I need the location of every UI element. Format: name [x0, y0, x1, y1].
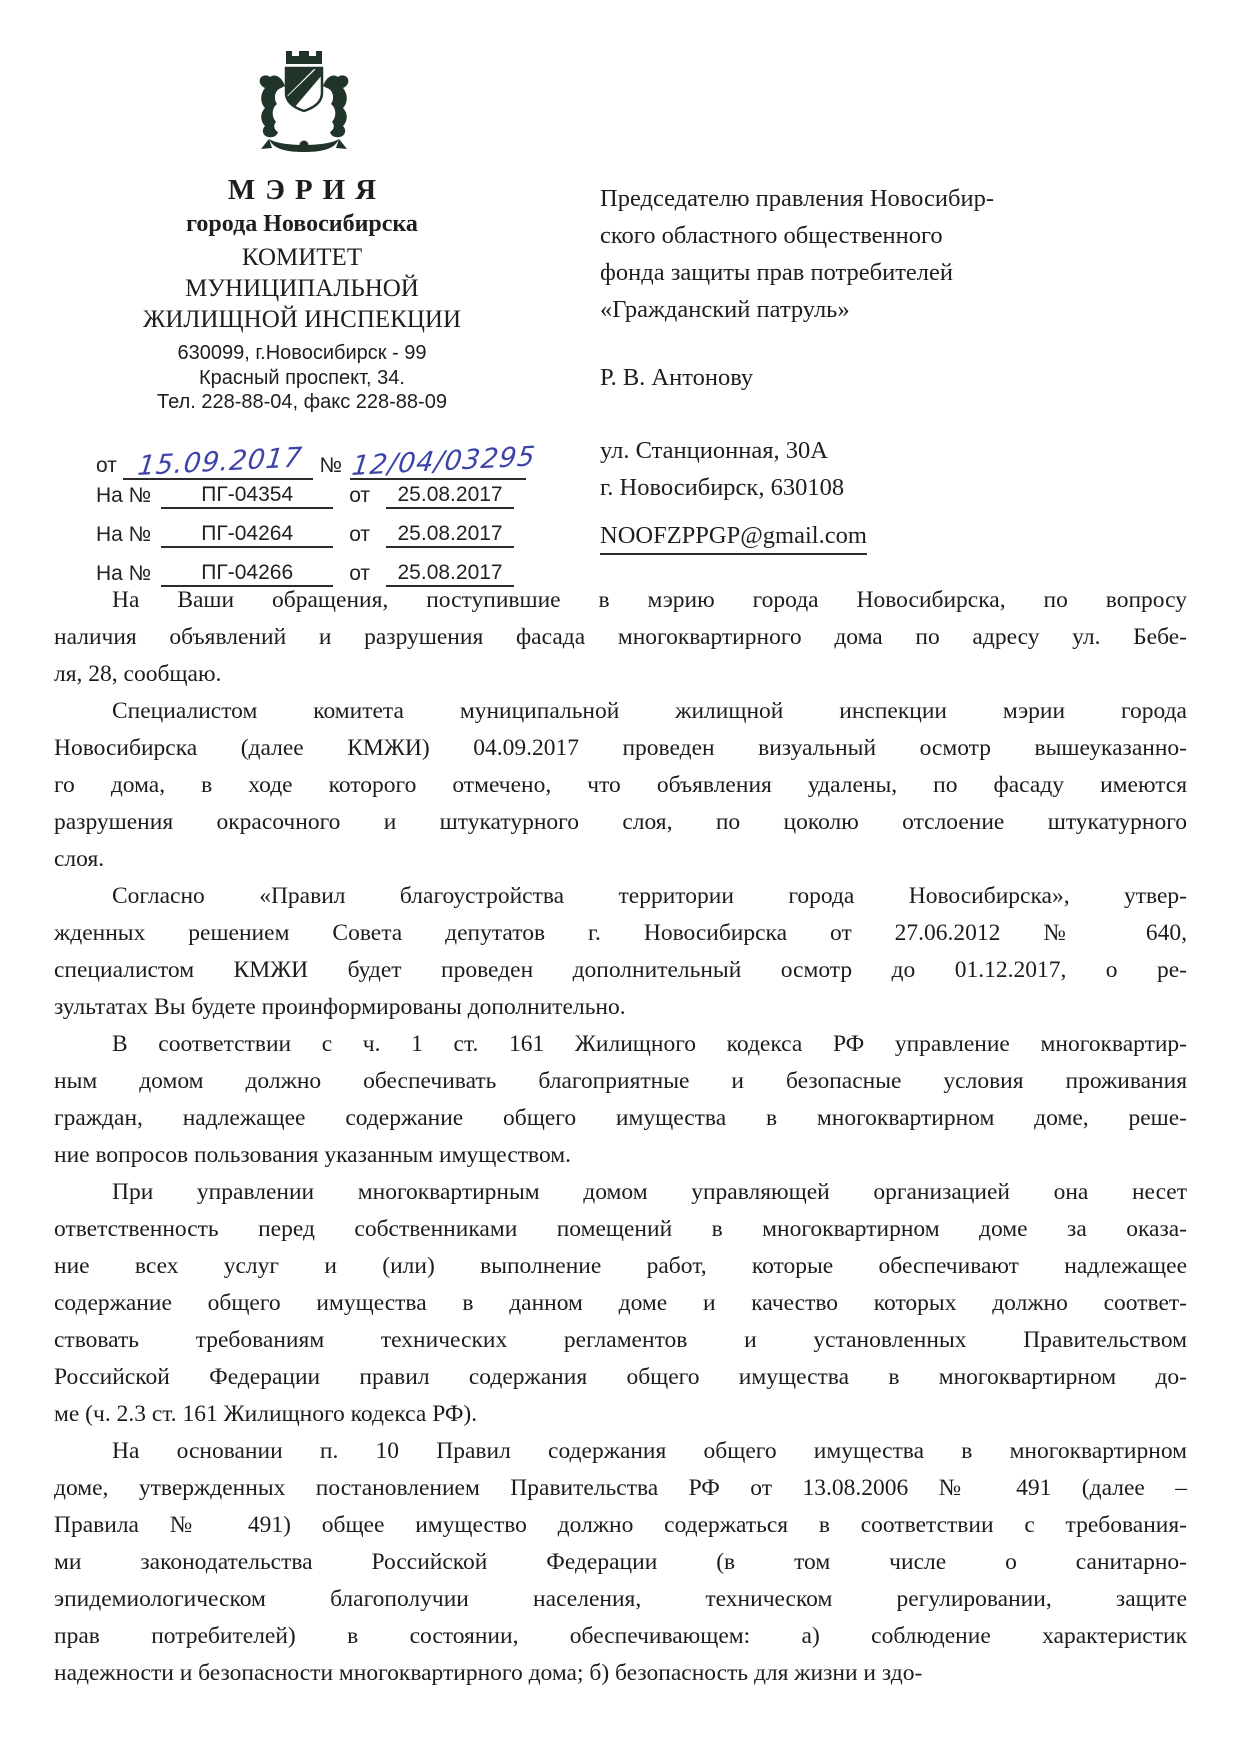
reference-number: ПГ-04354: [161, 483, 333, 509]
handwritten-date: 15.09.2017: [135, 442, 305, 482]
number-label: №: [319, 454, 342, 477]
org-phone-fax: Тел. 228-88-04, факс 228-88-09: [157, 391, 447, 414]
reference-label: На №: [96, 562, 152, 585]
body-line: Новосибирска (далее КМЖИ) 04.09.2017 проведен визуальный осмотр вышеуказанно-: [54, 735, 1187, 761]
reference-row: [96, 509, 536, 548]
body-line: доме, утвержденных постановлением Правительства РФ от 13.08.2006 № 491 (далее –: [54, 1475, 1187, 1501]
addressee-block: [600, 180, 1080, 328]
addressee-title-line: Председателю правления Новосибир-: [600, 185, 994, 212]
body-line: прав потребителей) в состоянии, обеспечивающем: а) соблюдение характеристик: [54, 1623, 1187, 1649]
body-line: разрушения окрасочного и штукатурного слоя, по цоколю отслоение штукатурного: [54, 809, 1187, 835]
org-postal-address: 630099, г.Новосибирск - 99: [177, 342, 427, 365]
addressee-title-line: фонда защиты прав потребителей: [600, 259, 953, 286]
handwritten-number: 12/04/03295: [350, 441, 538, 482]
reference-from-label: от: [349, 523, 371, 546]
body-line: специалистом КМЖИ будет проведен дополнительный осмотр до 01.12.2017, о ре-: [54, 957, 1187, 983]
body-paragraph: [54, 878, 1187, 1026]
body-line: ным домом должно обеспечивать благоприятные и безопасные условия проживания: [54, 1068, 1187, 1094]
body-line: На Ваши обращения, поступившие в мэрию города Новосибирска, по вопросу: [112, 587, 1187, 613]
body-line: ми законодательства Российской Федерации (в том числе о санитарно-: [54, 1549, 1187, 1575]
body-line: слоя.: [54, 846, 105, 872]
reference-date: 25.08.2017: [386, 522, 514, 548]
org-street-address: Красный проспект, 34.: [199, 366, 405, 389]
body-paragraph: [54, 1026, 1187, 1174]
body-line: зультатах Вы будете проинформированы дополнительно.: [54, 994, 626, 1020]
incoming-references: [96, 470, 536, 587]
novosibirsk-coat-of-arms-icon: [249, 44, 359, 158]
reference-label: На №: [96, 523, 152, 546]
from-label: от: [96, 454, 117, 477]
addressee-title-line: «Гражданский патруль»: [600, 296, 850, 323]
body-line: ние всех услуг и (или) выполнение работ, которые обеспечивают надлежащее: [54, 1253, 1187, 1279]
body-line: ствовать требованиям технических регламентов и установленных Правительством: [54, 1327, 1187, 1353]
body-paragraph: [54, 582, 1187, 693]
letterhead-org-block: [86, 174, 518, 414]
body-line: граждан, надлежащее содержание общего имущества в многоквартирном доме, реше-: [54, 1105, 1187, 1131]
addressee-title-line: ского областного общественного: [600, 222, 943, 249]
body-line: Правила № 491) общее имущество должно содержаться в соответствии с требования-: [54, 1512, 1187, 1538]
body-line: наличия объявлений и разрушения фасада многоквартирного дома по адресу ул. Бебе-: [54, 624, 1187, 650]
body-line: Согласно «Правил благоустройства территории города Новосибирска», утвер-: [112, 883, 1187, 909]
reference-from-label: от: [349, 484, 371, 507]
org-title-city: города Новосибирска: [186, 211, 418, 238]
org-title-committee: КОМИТЕТ: [241, 244, 363, 272]
reference-row: [96, 470, 536, 509]
addressee-address: [600, 432, 1080, 506]
reference-from-label: от: [349, 562, 371, 585]
body-line: ля, 28, сообщаю.: [54, 661, 222, 687]
body-paragraph: [54, 1174, 1187, 1433]
reference-label: На №: [96, 484, 152, 507]
body-line: содержание общего имущества в данном доме и качество которых должно соответ-: [54, 1290, 1187, 1316]
org-title-mayoralty: МЭРИЯ: [227, 174, 387, 206]
reference-date: 25.08.2017: [386, 483, 514, 509]
body-paragraph: [54, 693, 1187, 878]
addressee-address-line: ул. Станционная, 30А: [600, 437, 828, 464]
letter-body: [54, 582, 1187, 1692]
body-line: эпидемиологическом благополучии населения, техническом регулировании, защите: [54, 1586, 1187, 1612]
addressee-address-line: г. Новосибирск, 630108: [600, 474, 845, 501]
addressee-name: Р. В. Антонову: [600, 364, 754, 391]
body-line: При управлении многоквартирным домом управляющей организацией она несет: [112, 1179, 1187, 1205]
reference-date: 25.08.2017: [386, 561, 514, 587]
org-title-housing-inspection: ЖИЛИЩНОЙ ИНСПЕКЦИИ: [142, 306, 462, 334]
addressee-email: NOOFZPPGP@gmail.com: [600, 522, 867, 555]
reference-number: ПГ-04264: [161, 522, 333, 548]
reference-number: ПГ-04266: [161, 561, 333, 587]
body-line: Специалистом комитета муниципальной жилищной инспекции мэрии города: [112, 698, 1187, 724]
org-title-municipal: МУНИЦИПАЛЬНОЙ: [185, 275, 419, 303]
body-paragraph: [54, 1433, 1187, 1692]
body-line: Российской Федерации правил содержания общего имущества в многоквартирном до-: [54, 1364, 1187, 1390]
body-line: На основании п. 10 Правил содержания общего имущества в многоквартирном: [112, 1438, 1187, 1464]
body-line: ответственность перед собственниками помещений в многоквартирном доме за оказа-: [54, 1216, 1187, 1242]
body-line: жденных решением Совета депутатов г. Новосибирска от 27.06.2012 № 640,: [54, 920, 1187, 946]
body-line: надежности и безопасности многоквартирного дома; б) безопасность для жизни и здо-: [54, 1660, 923, 1686]
body-line: В соответствии с ч. 1 ст. 161 Жилищного кодекса РФ управление многоквартир-: [112, 1031, 1187, 1057]
body-line: ние вопросов пользования указанным имуществом.: [54, 1142, 571, 1168]
body-line: го дома, в ходе которого отмечено, что объявления удалены, по фасаду имеются: [54, 772, 1187, 798]
body-line: ме (ч. 2.3 ст. 161 Жилищного кодекса РФ).: [54, 1401, 478, 1427]
addressee-email-wrap: [600, 522, 867, 555]
